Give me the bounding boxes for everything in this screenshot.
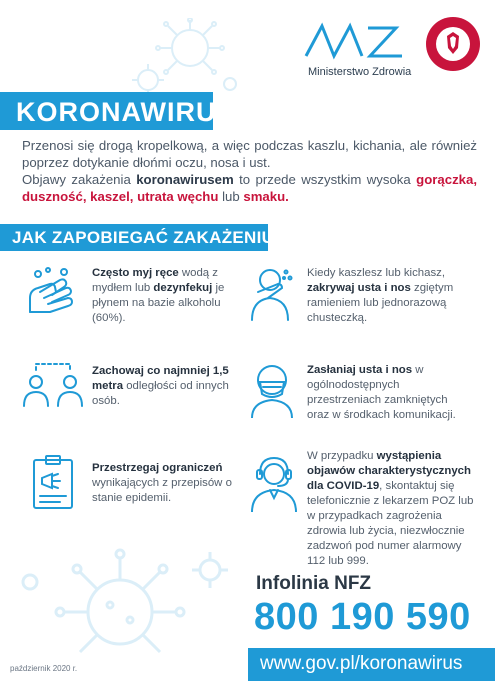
title-banner: [0, 92, 236, 130]
ministry-logo: [300, 18, 420, 88]
intro-paragraph-2: Objawy zakażenia koronawirusem to przede wszystkim wysoka gorączka, duszność, kaszel, utrata węchu lub smaku.: [22, 172, 477, 204]
tip-wash-hands: Często myj ręce wodą z mydłem lub dezynfekuj je płynem na bazie alkoholu (60%).: [92, 267, 225, 324]
infolinia-label: Infolinia NFZ: [256, 573, 372, 594]
tip-call-doctor: W przypadku wystąpienia objawów charakterystycznych dla COVID-19, skontaktuj się telefonicznie z lekarzem POZ lub w przypadkach zagrożenia zdrowia lub życia, niezwłocznie zadzwoń pod numer alarmowy 112 lub 999.: [307, 450, 474, 567]
page-title: KORONAWIRUS: [16, 97, 236, 127]
sanitary-inspection-seal-icon: [425, 16, 481, 72]
hotline-number[interactable]: 800 190 590: [254, 596, 471, 638]
virus-illustration-top: [118, 18, 248, 98]
tip-follow-rules: Przestrzegaj ograniczeń wynikających z przepisów o stanie epidemii.: [92, 462, 232, 504]
prevention-banner: [0, 224, 285, 251]
mz-logo-icon: [300, 18, 412, 64]
cough-elbow-icon: [248, 264, 296, 322]
tip-cover-cough: Kiedy kaszlesz lub kichasz, zakrywaj usta i nos zgiętym ramieniem lub jednorazową chusteczką.: [307, 267, 454, 324]
intro-text: [22, 137, 477, 205]
regulations-document-icon: [30, 454, 76, 512]
prevention-title: JAK ZAPOBIEGAĆ ZAKAŻENIU?: [12, 228, 285, 247]
url-banner: [248, 648, 495, 681]
publication-date: październik 2020 r.: [10, 664, 78, 673]
phone-consultant-icon: [248, 452, 300, 512]
face-mask-icon: [248, 360, 296, 418]
hand-washing-icon: [22, 262, 82, 322]
website-link[interactable]: www.gov.pl/koronawirus: [260, 653, 463, 674]
virus-illustration-bottom: [0, 530, 250, 660]
social-distance-icon: [22, 360, 84, 410]
tip-keep-distance: Zachowaj co najmniej 1,5 metra odległości od innych osób.: [92, 365, 229, 407]
intro-paragraph-1: Przenosi się drogą kropelkową, a więc podczas kaszlu, kichania, ale również poprzez dotykanie dłońmi oczu, nosa i ust.: [22, 138, 477, 170]
tip-wear-mask: Zasłaniaj usta i nos w ogólnodostępnych przestrzeniach zamkniętych oraz w środkach komunikacji.: [307, 364, 456, 421]
symptoms-list: gorączka, duszność, kaszel, utrata węchu: [22, 172, 477, 204]
org-name: Ministerstwo Zdrowia: [308, 66, 412, 78]
